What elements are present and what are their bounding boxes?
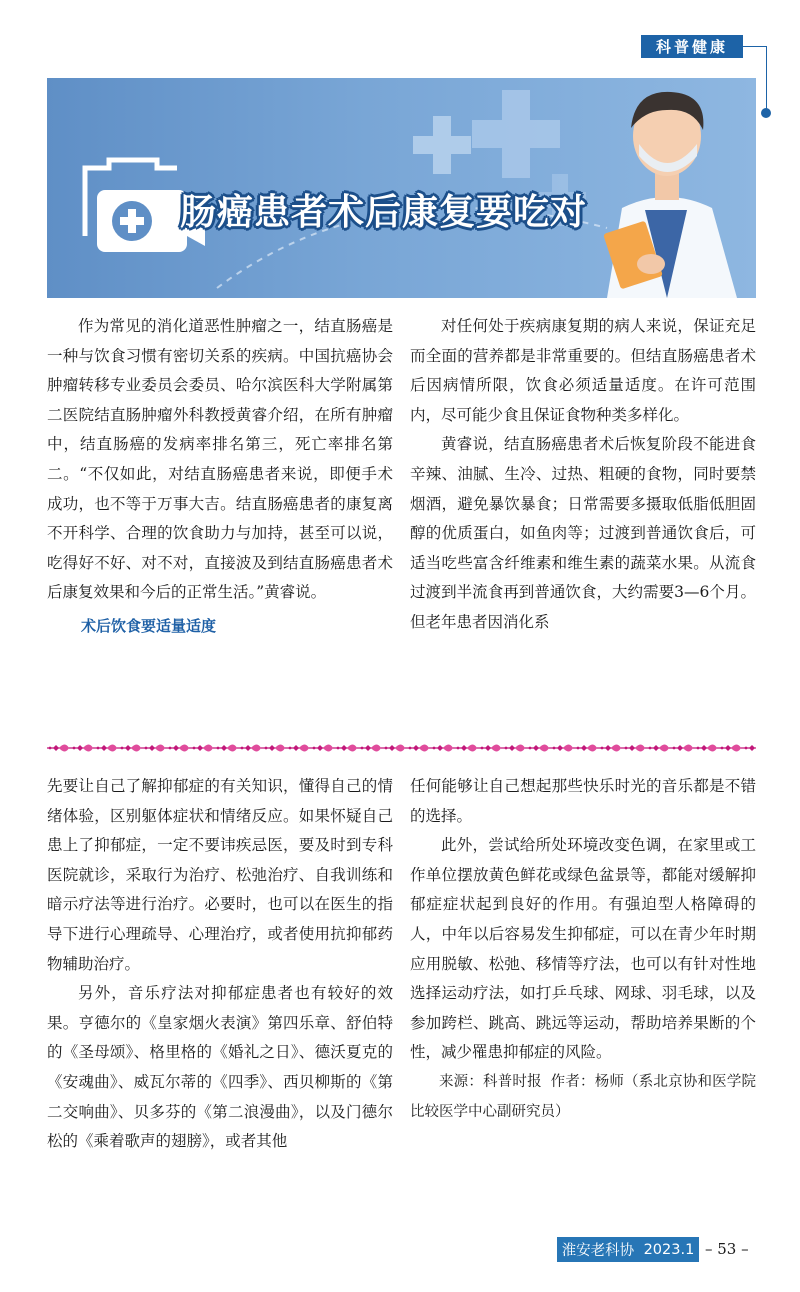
page-number: – 53 – [705,1240,749,1258]
article-column-1 [47,312,393,642]
paragraph: 对任何处于疾病康复期的病人来说，保证充足而全面的营养都是非常重要的。但结直肠癌患者术后因病情所限，饮食必须适量适度。在许可范围内，尽可能少食且保证食物种类多样化。 [410,317,756,424]
tag-connector-line-vertical [766,46,767,110]
paragraph: 任何能够让自己想起那些快乐时光的音乐都是不错的选择。 [410,777,756,825]
paragraph: 此外，尝试给所处环境改变色调，在家里或工作单位摆放黄色鲜花或绿色盆景等，都能对缓解抑郁症症状起到良好的作用。有强迫型人格障碍的人，中年以后容易发生抑郁症，可以在青少年时期应用脱敏、松弛、移情等疗法，也可以有针对性地选择运动疗法，如打乒乓球、网球、羽毛球，以及参加跨栏、跳高、跳远等运动，帮助培养果断的个性，减少罹患抑郁症的风险。 [410,836,756,1062]
magazine-name: 淮安老科协 [561,1243,635,1259]
source-credit: 来源：科普时报 作者：杨师（系北京协和医学院比较医学中心副研究员） [410,1073,756,1120]
paragraph: 先要让自己了解抑郁症的有关知识，懂得自己的情绪体验，区别躯体症状和情绪反应。如果怀疑自己患上了抑郁症，一定不要讳疾忌医，要及时到专科医院就诊，采取行为治疗、松弛治疗、自我训练和暗示疗法等进行治疗。必要时，也可以在医生的指导下进行心理疏导、心理治疗，或者使用抗抑郁药物辅助治疗。 [47,777,393,973]
section-tag: 科普健康 [641,35,743,58]
paragraph: 作为常见的消化道恶性肿瘤之一，结直肠癌是一种与饮食习惯有密切关系的疾病。中国抗癌协会肿瘤转移专业委员会委员、哈尔滨医科大学附属第二医院结直肠肿瘤外科教授黄睿介绍，在所有肿瘤中，结直肠癌的发病率排名第三，死亡率排名第二。“不仅如此，对结直肠癌患者来说，即便手术成功，也不等于万事大吉。结直肠癌患者的康复离不开科学、合理的饮食助力与加持，甚至可以说，吃得好不好、对不对，直接波及到结直肠癌患者术后康复效果和今后的正常生活。”黄睿说。 [47,317,393,602]
footer-magazine-badge [557,1237,699,1262]
article-title: 肠癌患者术后康复要吃对 [180,192,588,233]
article-column-3 [47,772,393,1157]
plus-cross-icon [472,90,560,178]
article-column-2 [410,312,756,638]
doctor-illustration [603,92,737,298]
plus-cross-icon [413,116,471,174]
tag-connector-line [743,46,767,47]
paragraph: 另外，音乐疗法对抑郁症患者也有较好的效果。亨德尔的《皇家烟火表演》第四乐章、舒伯特的《圣母颂》、格里格的《婚礼之日》、德沃夏克的《安魂曲》、威瓦尔蒂的《四季》、西贝柳斯的《第二交响曲》、贝多芬的《第二浪漫曲》，以及门德尔松的《乘着歌声的翅膀》，或者其他 [47,984,393,1151]
article-column-4 [410,772,756,1127]
issue-number: 2023.1 [643,1241,695,1258]
tag-dot [761,108,771,118]
section-subheading: 术后饮食要适量适度 [81,616,217,635]
paragraph: 黄睿说，结直肠癌患者术后恢复阶段不能进食辛辣、油腻、生冷、过热、粗硬的食物，同时要禁烟酒，避免暴饮暴食；日常需要多摄取低脂低胆固醇的优质蛋白，如鱼肉等；过渡到普通饮食后，可适当吃些富含纤维素和维生素的蔬菜水果。从流食过渡到半流食再到普通饮食，大约需要3—6个月。但老年患者因消化系 [410,435,756,631]
decorative-divider [47,736,756,760]
